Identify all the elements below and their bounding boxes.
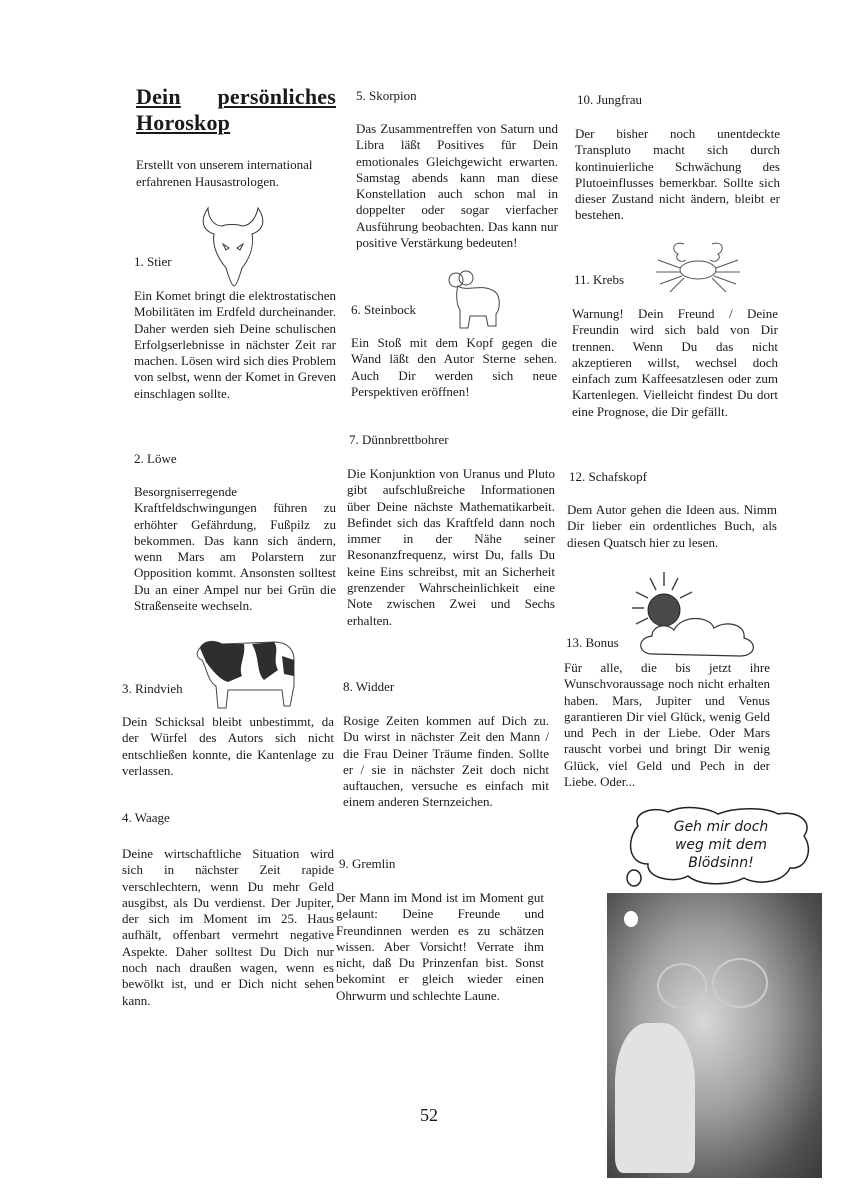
section-heading: 2. Löwe [134,451,177,466]
section-body: Dein Schicksal bleibt unbestimmt, da der Würfel des Autors sich nicht entschließen konnte, die Kantenlage zu verlassen. [122,714,334,778]
glasses-right [712,958,768,1008]
section-body: Der Mann im Mond ist im Moment gut gelaunt: Deine Freunde und Freundinnen werden es zu schätzen wissen. Aber Vorsicht! Verrate ihm nicht, daß Du Prinzenfan bist. Sonst bekomint er gleich wieder einen Ohrwurm und schlechte Laune. [336,890,544,1003]
intro-text: Erstellt von unserem international erfahrenen Hausastrologen. [136,157,313,189]
section-body: Die Konjunktion von Uranus und Pluto gibt aufschlußreiche Informationen über Deine nächste Mathematikarbeit. Befindet sich das Kraftfeld dann noch immer in der Nähe seiner Resonanzfrequenz, wirst Du, falls Du keine Eins schreibst, mit an Sicherheit grenzender Wahrscheinlichkeit eine Note zwischen Zwei und Sechs erhalten. [347,466,555,628]
section-body: Für alle, die bis jetzt ihre Wunschvoraussage noch nicht erhalten haben. Mars, Jupiter und Venus garantieren Dir viel Glück, wenig Geld und Pech in der Liebe. Oder Mars rauscht vorbei und bringt Dir wenig Glück, viel Geld und Pech in der Liebe. Oder... [564,660,770,790]
bubble-dot [624,911,638,927]
section-heading: 5. Skorpion [356,88,417,103]
section-heading: 1. Stier [134,254,172,269]
bull-head-icon [196,206,268,288]
section-body: Ein Komet bringt die elektrostatischen Mobilitäten im Erdfeld durcheinander. Daher werden sieh Deine schulischen Erfolgserlebnisse in nächster Zeit rar machen. Lösen wird sich dies Problem von selbst, wenn der Komet in Greven einschlagen sollte. [134,288,336,401]
section-body: Der bisher noch unentdeckte Transpluto macht sich durch kontinuierliche Schwächung des Plutoeinflusses bemerkbar. Sollte sich dieser Zustand nicht ändern, bleibt er bestehen. [575,126,780,223]
section-heading: 7. Dünnbrettbohrer [349,432,449,447]
bubble-line: Blödsinn! [688,855,754,871]
section-body: Deine wirtschaftliche Situation wird sich in nächster Zeit rapide verschlechtern, wenn Du mehr Geld ausgibst, als Du verdienst. Der Jupiter, der sich im Moment im 25. Haus aufhält, offenbart vermehrt negative Aspekte. Daher solltest Du Dich nur noch nach draußen wagen, wenn es bewölkt ist, und er Dich nicht sehen kann. [122,846,334,1008]
page-number: 52 [420,1105,438,1125]
ibex-icon [446,270,506,330]
section-body: Warnung! Dein Freund / Deine Freundin wird sich bald von Dir trennen. Wenn Du das nicht akzeptieren willst, wechsel doch einfach zum Kaffeesatzlesen oder zum Kartenlegen. Vielleicht findest Du dort eine Prognose, die Dir gefällt. [572,306,778,419]
section-heading: 6. Steinbock [351,302,416,317]
section-body: Ein Stoß mit dem Kopf gegen die Wand läßt den Autor Sterne sehen. Auch Dir werden sich neue Perspektiven eröffnen! [351,335,557,399]
section-body: Rosige Zeiten kommen auf Dich zu. Du wirst in nächster Zeit den Mann / die Frau Deiner Träume finden. Sollte er / sie in nächster Zeit doch nicht auftauchen, versuche es einfach mit einem anderen Sternzeichen. [343,713,549,810]
section-body: Dem Autor gehen die Ideen aus. Nimm Dir lieber ein ordentliches Buch, als diesen Quatsch hier zu lesen. [567,502,777,550]
title-word-3: Horoskop [136,110,231,135]
bubble-line: weg mit dem [674,837,767,853]
glasses-left [657,963,707,1009]
section-heading: 8. Widder [343,679,395,694]
section-heading: 4. Waage [122,810,170,825]
cow-icon [194,636,298,712]
crab-icon [652,238,744,294]
hand [615,1023,695,1173]
title-word-2: persönliches [217,84,336,109]
section-heading: 12. Schafskopf [569,469,647,484]
author-photo [607,893,822,1178]
sun-cloud-icon [630,568,760,660]
section-heading: 13. Bonus [566,635,619,650]
bubble-line: Geh mir doch [673,819,769,835]
section-heading: 9. Gremlin [339,856,396,871]
section-body: Das Zusammentreffen von Saturn und Libra läßt Positives für Dein emotionales Gleichgewicht erwarten. Samstag abends kann man diese Konstellation auch schon mal in doppelter oder sogar vierfacher Ausführung beobachten. Das kann nur positive Verstärkung bedeuten! [356,121,558,251]
section-body: Besorgniserregende Kraftfeldschwingungen führen zu erhöhter Gefährdung, Fußpilz zu bekommen. Das kann sich ändern, wenn Mars am Polarstern zur Opposition kommt. Ansonsten solltest Du an einer Ampel nur bei Grün die Straßenseite wechseln. [134,484,336,614]
thought-bubble-text [656,818,786,872]
section-heading: 3. Rindvieh [122,681,183,696]
section-heading: 10. Jungfrau [577,92,642,107]
page-title [136,84,336,136]
title-word-1: Dein [136,84,181,109]
section-heading: 11. Krebs [574,272,625,287]
